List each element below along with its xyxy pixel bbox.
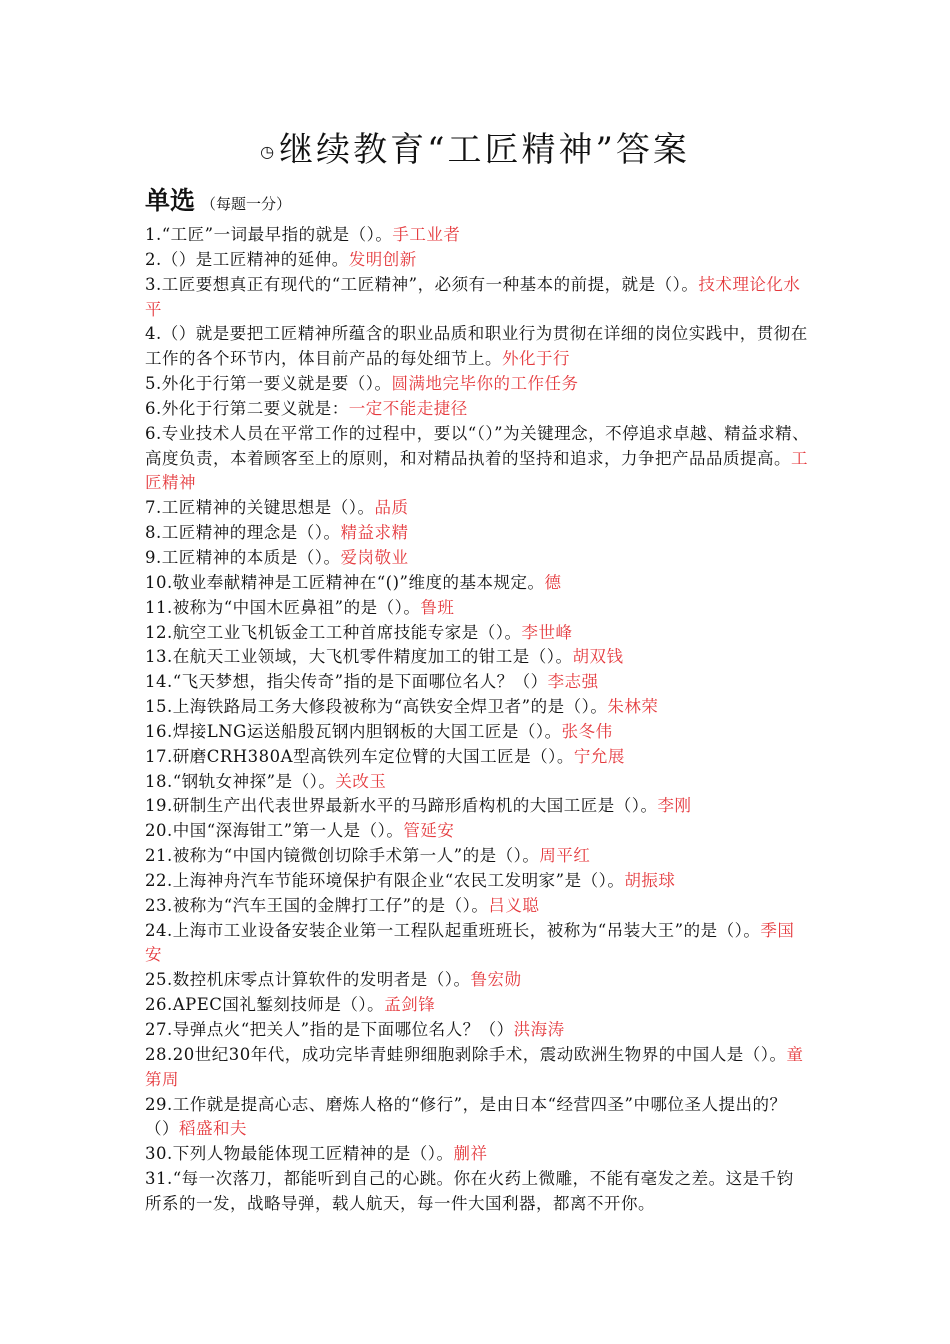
question-item [145, 968, 810, 993]
question-text: 1.“工匠”一词最早指的就是（）。 [145, 225, 393, 244]
answer-text: 吕义聪 [488, 895, 540, 915]
question-item [145, 670, 810, 695]
answer-text: 精益求精 [340, 523, 409, 543]
answer-text: 孟剑锋 [384, 995, 436, 1015]
question-text: 6.外化于行第二要义就是： [145, 398, 349, 418]
question-item [145, 869, 810, 894]
question-text: 9.工匠精神的本质是（）。 [145, 547, 341, 567]
question-text: 30.下列人物最能体现工匠精神的是（）。 [145, 1144, 454, 1164]
question-text: 6.专业技术人员在平常工作的过程中，要以“（）”为关键理念，不停追求卓越、精益求精、高度负责，本着顾客至上的原则，和对精品执着的坚持和追求，力争把产品品质提高。 [145, 423, 810, 468]
question-text: 3.工匠要想真正有现代的“工匠精神”，必须有一种基本的前提，就是（）。 [145, 274, 699, 294]
answer-text: 李刚 [657, 796, 692, 816]
answer-text: 宁允展 [573, 746, 625, 766]
question-text: 28.20世纪30年代，成功完毕青蛙卵细胞剥除手术，震动欧洲生物界的中国人是（）。 [145, 1044, 787, 1064]
answer-text: 手工业者 [392, 225, 461, 244]
question-text: 15.上海铁路局工务大修段被称为“高铁安全焊卫者”的是（）。 [145, 697, 608, 717]
question-text: 29.工作就是提高心志、磨炼人格的“修行”，是由日本“经营四圣”中哪位圣人提出的？（） [145, 1094, 787, 1139]
question-list [145, 223, 810, 1217]
question-text: 5.外化于行第一要义就是要（）。 [145, 374, 392, 394]
answer-text: 发明创新 [348, 249, 417, 269]
question-text: 10.敬业奉献精神是工匠精神在“()”维度的基本规定。 [145, 572, 545, 592]
question-item [145, 422, 810, 497]
answer-text: 朱林荣 [607, 697, 659, 717]
answer-text: 稻盛和夫 [179, 1119, 247, 1139]
question-item [145, 695, 810, 720]
question-text: 23.被称为“汽车王国的金牌打工仔”的是（）。 [145, 895, 489, 915]
question-text: 13.在航天工业领域，大飞机零件精度加工的钳工是（）。 [145, 647, 573, 667]
question-text: 8.工匠精神的理念是（）。 [145, 523, 341, 543]
question-item [145, 496, 810, 521]
answer-text: 外化于行 [502, 349, 570, 369]
question-text: 31.“每一次落刀，都能听到自己的心跳。你在火药上微雕，不能有毫发之差。这是千钧所系的一发，战略导弹，载人航天，每一件大国利器，都离不开你。 [145, 1169, 794, 1213]
question-item [145, 794, 810, 819]
question-item [145, 993, 810, 1018]
document-title [0, 128, 950, 174]
question-text: 14.“飞天梦想，指尖传奇”指的是下面哪位名人？（） [145, 672, 548, 692]
question-text: 21.被称为“中国内镜微创切除手术第一人”的是（）。 [145, 846, 540, 866]
title-text: 继续教育“工匠精神”答案 [279, 130, 690, 170]
question-text: 22.上海神舟汽车节能环境保护有限企业“农民工发明家”是（）。 [145, 870, 625, 890]
question-text: 4.（）就是要把工匠精神所蕴含的职业品质和职业行为贯彻在详细的岗位实践中，贯彻在工作的各个环节内，体目前产品的每处细节上。 [145, 324, 808, 369]
question-item [145, 621, 810, 646]
answer-text: 技术理论化水平 [145, 274, 801, 319]
question-text: 12.航空工业飞机钣金工工种首席技能专家是（）。 [145, 622, 522, 642]
question-item [145, 894, 810, 919]
question-item [145, 546, 810, 571]
answer-text: 胡双钱 [572, 647, 624, 667]
question-text: 24.上海市工业设备安装企业第一工程队起重班班长，被称为“吊装大王”的是（）。 [145, 920, 761, 940]
answer-text: 洪海涛 [513, 1020, 565, 1039]
answer-text: 李世峰 [521, 622, 573, 642]
question-item [145, 322, 810, 372]
question-item [145, 372, 810, 397]
question-text: 16.焊接LNG运送船殷瓦钢内胆钢板的大国工匠是（）。 [145, 721, 562, 741]
answer-text: 鲁班 [420, 597, 455, 617]
answer-text: 圆满地完毕你的工作任务 [391, 374, 579, 394]
section-header [145, 184, 291, 221]
question-item [145, 596, 810, 621]
question-item [145, 273, 810, 323]
question-text: 26.APEC国礼錾刻技师是（）。 [145, 995, 385, 1015]
answer-text: 品质 [374, 498, 409, 518]
question-text: 17.研磨CRH380A型高铁列车定位臂的大国工匠是（）。 [145, 746, 574, 766]
question-text: 19.研制生产出代表世界最新水平的马蹄形盾构机的大国工匠是（）。 [145, 796, 658, 816]
question-item [145, 770, 810, 795]
question-item [145, 1043, 810, 1093]
question-item [145, 1018, 810, 1043]
answer-text: 蒯祥 [453, 1144, 488, 1164]
question-item [145, 819, 810, 844]
answer-text: 鲁宏勋 [470, 970, 522, 990]
section-heading: 单选 [145, 186, 196, 215]
question-item [145, 223, 810, 248]
question-item [145, 248, 810, 273]
answer-text: 季国安 [145, 920, 795, 965]
answer-text: 爱岗敬业 [340, 547, 409, 567]
question-item [145, 1142, 810, 1167]
question-text: 7.工匠精神的关键思想是（）。 [145, 498, 375, 518]
question-text: 25.数控机床零点计算软件的发明者是（）。 [145, 970, 471, 990]
answer-text: 管延安 [403, 821, 455, 841]
question-text: 27.导弹点火“把关人”指的是下面哪位名人？（） [145, 1020, 514, 1039]
question-item [145, 844, 810, 869]
question-item [145, 1167, 810, 1217]
question-item [145, 397, 810, 422]
answer-text: 张冬伟 [561, 721, 613, 741]
answer-text: 工匠精神 [145, 448, 808, 493]
question-item [145, 571, 810, 596]
answer-text: 童第周 [145, 1044, 804, 1089]
answer-text: 关改玉 [335, 771, 387, 791]
question-item [145, 919, 810, 969]
question-item [145, 1093, 810, 1143]
section-note: （每题一分） [201, 195, 292, 213]
question-text: 18.“钢轨女神探”是（）。 [145, 771, 336, 791]
clock-icon: ◷ [260, 142, 278, 161]
answer-text: 一定不能走捷径 [348, 398, 468, 418]
question-item [145, 720, 810, 745]
question-text: 20.中国“深海钳工”第一人是（）。 [145, 821, 404, 841]
answer-text: 德 [544, 572, 562, 592]
question-item [145, 645, 810, 670]
question-text: 11.被称为“中国木匠鼻祖”的是（）。 [145, 597, 421, 617]
answer-text: 李志强 [547, 672, 599, 692]
answer-text: 周平红 [539, 846, 591, 866]
answer-text: 胡振球 [624, 870, 676, 890]
question-item [145, 745, 810, 770]
question-text: 2.（）是工匠精神的延伸。 [145, 249, 349, 269]
question-item [145, 521, 810, 546]
